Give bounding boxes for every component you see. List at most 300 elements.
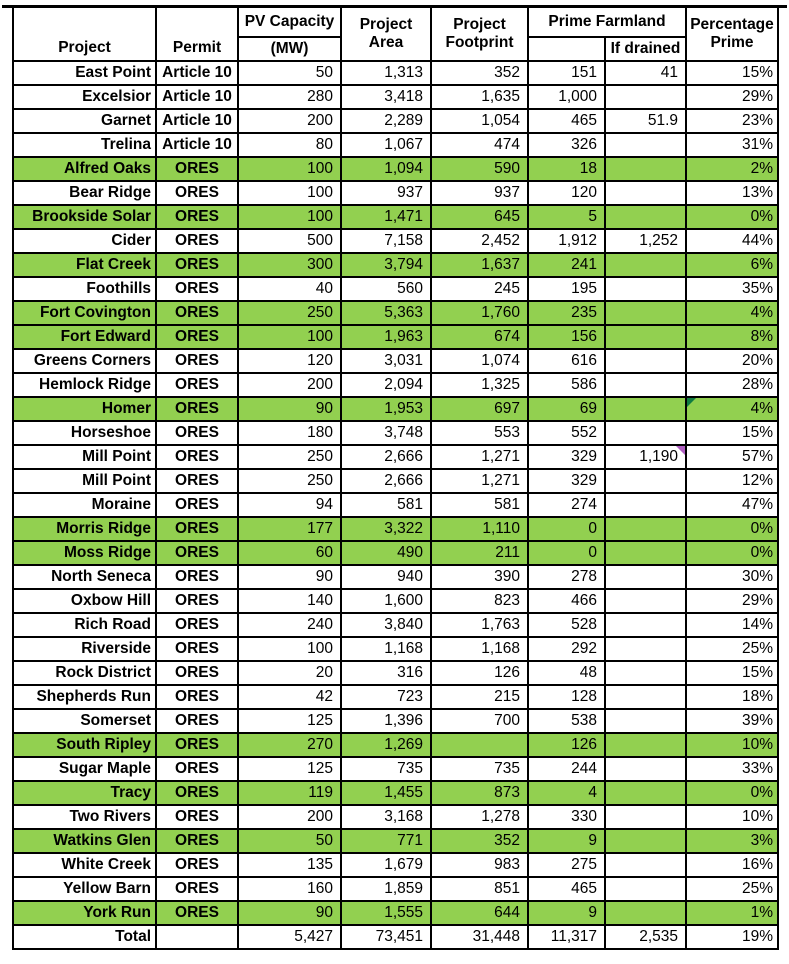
- prime-farmland-cell[interactable]: 120: [528, 181, 605, 205]
- prime-farmland-cell[interactable]: 330: [528, 805, 605, 829]
- if-drained-cell[interactable]: [605, 157, 686, 181]
- percentage-prime-cell[interactable]: 16%: [686, 853, 778, 877]
- header-percentage-prime[interactable]: [686, 7, 778, 61]
- prime-farmland-cell[interactable]: 528: [528, 613, 605, 637]
- pv-capacity-cell[interactable]: 500: [238, 229, 341, 253]
- project-footprint-cell[interactable]: 553: [431, 421, 528, 445]
- project-cell[interactable]: Cider: [13, 229, 156, 253]
- project-footprint-cell[interactable]: 1,635: [431, 85, 528, 109]
- project-area-cell[interactable]: 1,168: [341, 637, 431, 661]
- pv-capacity-cell[interactable]: 300: [238, 253, 341, 277]
- percentage-prime-cell[interactable]: 35%: [686, 277, 778, 301]
- prime-farmland-cell[interactable]: 241: [528, 253, 605, 277]
- percentage-prime-cell[interactable]: 25%: [686, 877, 778, 901]
- project-footprint-cell[interactable]: 1,271: [431, 445, 528, 469]
- permit-cell[interactable]: ORES: [156, 205, 238, 229]
- project-area-cell[interactable]: 2,666: [341, 469, 431, 493]
- percentage-prime-cell[interactable]: 2%: [686, 157, 778, 181]
- percentage-prime-cell[interactable]: 31%: [686, 133, 778, 157]
- project-area-cell[interactable]: 735: [341, 757, 431, 781]
- pv-capacity-cell[interactable]: 90: [238, 565, 341, 589]
- if-drained-cell[interactable]: [605, 853, 686, 877]
- pv-capacity-cell[interactable]: 60: [238, 541, 341, 565]
- if-drained-cell[interactable]: [605, 709, 686, 733]
- project-cell[interactable]: Trelina: [13, 133, 156, 157]
- if-drained-cell[interactable]: [605, 181, 686, 205]
- project-footprint-cell[interactable]: 735: [431, 757, 528, 781]
- percentage-prime-cell[interactable]: 15%: [686, 661, 778, 685]
- project-area-cell[interactable]: 1,396: [341, 709, 431, 733]
- prime-farmland-cell[interactable]: 244: [528, 757, 605, 781]
- pv-capacity-cell[interactable]: 125: [238, 709, 341, 733]
- project-area-cell[interactable]: 1,067: [341, 133, 431, 157]
- project-cell[interactable]: Morris Ridge: [13, 517, 156, 541]
- pv-capacity-cell[interactable]: 180: [238, 421, 341, 445]
- if-drained-cell[interactable]: [605, 205, 686, 229]
- if-drained-cell[interactable]: [605, 613, 686, 637]
- permit-cell[interactable]: ORES: [156, 349, 238, 373]
- pv-capacity-cell[interactable]: 119: [238, 781, 341, 805]
- project-cell[interactable]: Riverside: [13, 637, 156, 661]
- if-drained-cell[interactable]: [605, 373, 686, 397]
- prime-farmland-cell[interactable]: 1,000: [528, 85, 605, 109]
- prime-farmland-cell[interactable]: 278: [528, 565, 605, 589]
- prime-farmland-cell[interactable]: 128: [528, 685, 605, 709]
- header-mw[interactable]: (MW): [238, 37, 341, 61]
- permit-cell[interactable]: ORES: [156, 829, 238, 853]
- project-area-cell[interactable]: 1,600: [341, 589, 431, 613]
- if-drained-cell[interactable]: [605, 469, 686, 493]
- if-drained-cell[interactable]: [605, 805, 686, 829]
- pv-capacity-cell[interactable]: 125: [238, 757, 341, 781]
- prime-farmland-cell[interactable]: 1,912: [528, 229, 605, 253]
- pv-capacity-cell[interactable]: 200: [238, 805, 341, 829]
- project-footprint-cell[interactable]: 1,110: [431, 517, 528, 541]
- percentage-prime-cell[interactable]: 30%: [686, 565, 778, 589]
- if-drained-cell[interactable]: [605, 661, 686, 685]
- header-project[interactable]: Project: [13, 7, 156, 61]
- project-footprint-cell[interactable]: 983: [431, 853, 528, 877]
- project-footprint-cell[interactable]: 937: [431, 181, 528, 205]
- percentage-prime-cell[interactable]: 29%: [686, 589, 778, 613]
- prime-farmland-cell[interactable]: 126: [528, 733, 605, 757]
- project-footprint-cell[interactable]: 211: [431, 541, 528, 565]
- project-cell[interactable]: Yellow Barn: [13, 877, 156, 901]
- if-drained-cell[interactable]: [605, 517, 686, 541]
- permit-cell[interactable]: ORES: [156, 181, 238, 205]
- permit-cell[interactable]: ORES: [156, 565, 238, 589]
- project-area-cell[interactable]: 1,269: [341, 733, 431, 757]
- if-drained-cell[interactable]: [605, 397, 686, 421]
- project-area-cell[interactable]: 1,679: [341, 853, 431, 877]
- percentage-prime-cell[interactable]: 10%: [686, 805, 778, 829]
- pv-capacity-cell[interactable]: 42: [238, 685, 341, 709]
- permit-cell[interactable]: ORES: [156, 373, 238, 397]
- if-drained-cell[interactable]: [605, 85, 686, 109]
- project-cell[interactable]: Shepherds Run: [13, 685, 156, 709]
- permit-cell[interactable]: ORES: [156, 469, 238, 493]
- project-cell[interactable]: Hemlock Ridge: [13, 373, 156, 397]
- permit-cell[interactable]: ORES: [156, 901, 238, 925]
- pv-capacity-cell[interactable]: 177: [238, 517, 341, 541]
- project-footprint-cell[interactable]: 590: [431, 157, 528, 181]
- project-footprint-cell[interactable]: 215: [431, 685, 528, 709]
- project-area-cell[interactable]: 316: [341, 661, 431, 685]
- project-cell[interactable]: North Seneca: [13, 565, 156, 589]
- prime-farmland-cell[interactable]: 48: [528, 661, 605, 685]
- project-area-cell[interactable]: 937: [341, 181, 431, 205]
- pv-capacity-cell[interactable]: 200: [238, 373, 341, 397]
- project-area-cell[interactable]: 560: [341, 277, 431, 301]
- header-prime-farmland-blank[interactable]: [528, 37, 605, 61]
- project-cell[interactable]: Rich Road: [13, 613, 156, 637]
- project-footprint-cell[interactable]: 700: [431, 709, 528, 733]
- project-cell[interactable]: Greens Corners: [13, 349, 156, 373]
- pv-capacity-cell[interactable]: 280: [238, 85, 341, 109]
- prime-farmland-cell[interactable]: 151: [528, 61, 605, 85]
- permit-cell[interactable]: ORES: [156, 229, 238, 253]
- project-footprint-cell[interactable]: 1,278: [431, 805, 528, 829]
- project-footprint-cell[interactable]: 823: [431, 589, 528, 613]
- project-footprint-cell[interactable]: 352: [431, 61, 528, 85]
- if-drained-cell[interactable]: [605, 781, 686, 805]
- project-cell[interactable]: Horseshoe: [13, 421, 156, 445]
- percentage-prime-cell[interactable]: 44%: [686, 229, 778, 253]
- project-cell[interactable]: South Ripley: [13, 733, 156, 757]
- percentage-prime-cell[interactable]: 3%: [686, 829, 778, 853]
- project-area-cell[interactable]: 1,313: [341, 61, 431, 85]
- if-drained-cell[interactable]: [605, 901, 686, 925]
- prime-farmland-cell[interactable]: 616: [528, 349, 605, 373]
- project-footprint-cell[interactable]: 31,448: [431, 925, 528, 949]
- percentage-prime-cell[interactable]: 25%: [686, 637, 778, 661]
- project-area-cell[interactable]: 490: [341, 541, 431, 565]
- project-footprint-cell[interactable]: 1,271: [431, 469, 528, 493]
- project-area-cell[interactable]: 1,953: [341, 397, 431, 421]
- project-footprint-cell[interactable]: 1,325: [431, 373, 528, 397]
- pv-capacity-cell[interactable]: 90: [238, 901, 341, 925]
- header-project-area[interactable]: [341, 7, 431, 61]
- percentage-prime-cell[interactable]: 13%: [686, 181, 778, 205]
- percentage-prime-cell[interactable]: 0%: [686, 517, 778, 541]
- if-drained-cell[interactable]: [605, 733, 686, 757]
- project-area-cell[interactable]: 3,322: [341, 517, 431, 541]
- pv-capacity-cell[interactable]: 50: [238, 829, 341, 853]
- project-cell[interactable]: Fort Covington: [13, 301, 156, 325]
- project-footprint-cell[interactable]: 126: [431, 661, 528, 685]
- pv-capacity-cell[interactable]: 94: [238, 493, 341, 517]
- project-cell[interactable]: Mill Point: [13, 445, 156, 469]
- project-area-cell[interactable]: 3,418: [341, 85, 431, 109]
- prime-farmland-cell[interactable]: 235: [528, 301, 605, 325]
- percentage-prime-cell[interactable]: 20%: [686, 349, 778, 373]
- project-cell[interactable]: Alfred Oaks: [13, 157, 156, 181]
- percentage-prime-cell[interactable]: 39%: [686, 709, 778, 733]
- percentage-prime-cell[interactable]: 6%: [686, 253, 778, 277]
- pv-capacity-cell[interactable]: 5,427: [238, 925, 341, 949]
- permit-cell[interactable]: ORES: [156, 757, 238, 781]
- project-area-cell[interactable]: 1,963: [341, 325, 431, 349]
- if-drained-cell[interactable]: [605, 493, 686, 517]
- project-footprint-cell[interactable]: 873: [431, 781, 528, 805]
- if-drained-cell[interactable]: [605, 325, 686, 349]
- percentage-prime-cell[interactable]: 57%: [686, 445, 778, 469]
- prime-farmland-cell[interactable]: 275: [528, 853, 605, 877]
- project-cell[interactable]: White Creek: [13, 853, 156, 877]
- pv-capacity-cell[interactable]: 100: [238, 325, 341, 349]
- pv-capacity-cell[interactable]: 120: [238, 349, 341, 373]
- prime-farmland-cell[interactable]: 326: [528, 133, 605, 157]
- pv-capacity-cell[interactable]: 250: [238, 445, 341, 469]
- percentage-prime-cell[interactable]: 0%: [686, 541, 778, 565]
- permit-cell[interactable]: ORES: [156, 733, 238, 757]
- pv-capacity-cell[interactable]: 160: [238, 877, 341, 901]
- prime-farmland-cell[interactable]: 329: [528, 469, 605, 493]
- project-area-cell[interactable]: 2,289: [341, 109, 431, 133]
- project-footprint-cell[interactable]: 1,763: [431, 613, 528, 637]
- if-drained-cell[interactable]: [605, 277, 686, 301]
- project-area-cell[interactable]: 723: [341, 685, 431, 709]
- permit-cell[interactable]: [156, 925, 238, 949]
- pv-capacity-cell[interactable]: 240: [238, 613, 341, 637]
- project-cell[interactable]: Moraine: [13, 493, 156, 517]
- permit-cell[interactable]: ORES: [156, 709, 238, 733]
- project-footprint-cell[interactable]: 645: [431, 205, 528, 229]
- percentage-prime-cell[interactable]: 0%: [686, 205, 778, 229]
- project-footprint-cell[interactable]: 1,168: [431, 637, 528, 661]
- prime-farmland-cell[interactable]: 11,317: [528, 925, 605, 949]
- project-cell[interactable]: York Run: [13, 901, 156, 925]
- pv-capacity-cell[interactable]: 100: [238, 637, 341, 661]
- pv-capacity-cell[interactable]: 140: [238, 589, 341, 613]
- percentage-prime-cell[interactable]: 33%: [686, 757, 778, 781]
- project-area-cell[interactable]: 1,859: [341, 877, 431, 901]
- permit-cell[interactable]: ORES: [156, 661, 238, 685]
- permit-cell[interactable]: ORES: [156, 253, 238, 277]
- project-area-cell[interactable]: 3,794: [341, 253, 431, 277]
- if-drained-cell[interactable]: [605, 133, 686, 157]
- percentage-prime-cell[interactable]: 15%: [686, 61, 778, 85]
- project-cell[interactable]: Garnet: [13, 109, 156, 133]
- permit-cell[interactable]: ORES: [156, 613, 238, 637]
- project-footprint-cell[interactable]: 581: [431, 493, 528, 517]
- if-drained-cell[interactable]: 1,252: [605, 229, 686, 253]
- permit-cell[interactable]: ORES: [156, 805, 238, 829]
- project-footprint-cell[interactable]: 474: [431, 133, 528, 157]
- prime-farmland-cell[interactable]: 69: [528, 397, 605, 421]
- prime-farmland-cell[interactable]: 586: [528, 373, 605, 397]
- project-footprint-cell[interactable]: 1,637: [431, 253, 528, 277]
- project-area-cell[interactable]: 2,094: [341, 373, 431, 397]
- prime-farmland-cell[interactable]: 195: [528, 277, 605, 301]
- percentage-prime-cell[interactable]: 23%: [686, 109, 778, 133]
- project-footprint-cell[interactable]: 245: [431, 277, 528, 301]
- permit-cell[interactable]: ORES: [156, 541, 238, 565]
- permit-cell[interactable]: ORES: [156, 301, 238, 325]
- pv-capacity-cell[interactable]: 200: [238, 109, 341, 133]
- project-area-cell[interactable]: 1,455: [341, 781, 431, 805]
- permit-cell[interactable]: ORES: [156, 325, 238, 349]
- permit-cell[interactable]: ORES: [156, 397, 238, 421]
- if-drained-cell[interactable]: [605, 301, 686, 325]
- percentage-prime-cell[interactable]: 8%: [686, 325, 778, 349]
- percentage-prime-cell[interactable]: 1%: [686, 901, 778, 925]
- project-cell[interactable]: Sugar Maple: [13, 757, 156, 781]
- header-prime-farmland[interactable]: Prime Farmland: [528, 7, 686, 37]
- project-cell[interactable]: Oxbow Hill: [13, 589, 156, 613]
- project-area-cell[interactable]: 3,031: [341, 349, 431, 373]
- pv-capacity-cell[interactable]: 90: [238, 397, 341, 421]
- pv-capacity-cell[interactable]: 100: [238, 181, 341, 205]
- permit-cell[interactable]: ORES: [156, 517, 238, 541]
- percentage-prime-cell[interactable]: 4%: [686, 301, 778, 325]
- permit-cell[interactable]: Article 10: [156, 109, 238, 133]
- prime-farmland-cell[interactable]: 5: [528, 205, 605, 229]
- prime-farmland-cell[interactable]: 552: [528, 421, 605, 445]
- project-cell[interactable]: Tracy: [13, 781, 156, 805]
- percentage-prime-cell[interactable]: 29%: [686, 85, 778, 109]
- project-cell[interactable]: Rock District: [13, 661, 156, 685]
- percentage-prime-cell[interactable]: 28%: [686, 373, 778, 397]
- project-cell[interactable]: Homer: [13, 397, 156, 421]
- header-permit[interactable]: Permit: [156, 7, 238, 61]
- if-drained-cell[interactable]: [605, 637, 686, 661]
- project-footprint-cell[interactable]: 851: [431, 877, 528, 901]
- project-cell[interactable]: Mill Point: [13, 469, 156, 493]
- project-area-cell[interactable]: 5,363: [341, 301, 431, 325]
- project-footprint-cell[interactable]: 352: [431, 829, 528, 853]
- if-drained-cell[interactable]: [605, 757, 686, 781]
- pv-capacity-cell[interactable]: 40: [238, 277, 341, 301]
- project-footprint-cell[interactable]: 2,452: [431, 229, 528, 253]
- prime-farmland-cell[interactable]: 9: [528, 829, 605, 853]
- percentage-prime-cell[interactable]: 15%: [686, 421, 778, 445]
- project-cell[interactable]: Moss Ridge: [13, 541, 156, 565]
- project-footprint-cell[interactable]: 674: [431, 325, 528, 349]
- percentage-prime-cell[interactable]: 4%: [686, 397, 778, 421]
- project-area-cell[interactable]: 3,840: [341, 613, 431, 637]
- prime-farmland-cell[interactable]: 274: [528, 493, 605, 517]
- header-if-drained[interactable]: If drained: [605, 37, 686, 61]
- project-footprint-cell[interactable]: 1,760: [431, 301, 528, 325]
- header-project-footprint[interactable]: [431, 7, 528, 61]
- if-drained-cell[interactable]: [605, 565, 686, 589]
- permit-cell[interactable]: ORES: [156, 589, 238, 613]
- prime-farmland-cell[interactable]: 538: [528, 709, 605, 733]
- prime-farmland-cell[interactable]: 18: [528, 157, 605, 181]
- prime-farmland-cell[interactable]: 0: [528, 541, 605, 565]
- percentage-prime-cell[interactable]: 12%: [686, 469, 778, 493]
- project-area-cell[interactable]: 1,555: [341, 901, 431, 925]
- pv-capacity-cell[interactable]: 80: [238, 133, 341, 157]
- project-cell[interactable]: Bear Ridge: [13, 181, 156, 205]
- project-area-cell[interactable]: 2,666: [341, 445, 431, 469]
- percentage-prime-cell[interactable]: 14%: [686, 613, 778, 637]
- if-drained-cell[interactable]: [605, 349, 686, 373]
- prime-farmland-cell[interactable]: 156: [528, 325, 605, 349]
- permit-cell[interactable]: ORES: [156, 421, 238, 445]
- if-drained-cell[interactable]: 51.9: [605, 109, 686, 133]
- project-area-cell[interactable]: 581: [341, 493, 431, 517]
- if-drained-cell[interactable]: [605, 589, 686, 613]
- project-cell[interactable]: Brookside Solar: [13, 205, 156, 229]
- project-area-cell[interactable]: 7,158: [341, 229, 431, 253]
- permit-cell[interactable]: Article 10: [156, 133, 238, 157]
- project-cell[interactable]: East Point: [13, 61, 156, 85]
- if-drained-cell[interactable]: [605, 421, 686, 445]
- permit-cell[interactable]: ORES: [156, 445, 238, 469]
- if-drained-cell[interactable]: [605, 253, 686, 277]
- project-area-cell[interactable]: 940: [341, 565, 431, 589]
- project-cell[interactable]: Somerset: [13, 709, 156, 733]
- permit-cell[interactable]: ORES: [156, 685, 238, 709]
- prime-farmland-cell[interactable]: 465: [528, 877, 605, 901]
- pv-capacity-cell[interactable]: 135: [238, 853, 341, 877]
- pv-capacity-cell[interactable]: 250: [238, 469, 341, 493]
- project-cell[interactable]: Total: [13, 925, 156, 949]
- if-drained-cell[interactable]: [605, 685, 686, 709]
- project-cell[interactable]: Excelsior: [13, 85, 156, 109]
- permit-cell[interactable]: Article 10: [156, 61, 238, 85]
- project-cell[interactable]: Watkins Glen: [13, 829, 156, 853]
- permit-cell[interactable]: ORES: [156, 493, 238, 517]
- project-footprint-cell[interactable]: 390: [431, 565, 528, 589]
- project-cell[interactable]: Foothills: [13, 277, 156, 301]
- header-pv-capacity[interactable]: PV Capacity: [238, 7, 341, 37]
- project-area-cell[interactable]: 3,748: [341, 421, 431, 445]
- percentage-prime-cell[interactable]: 10%: [686, 733, 778, 757]
- pv-capacity-cell[interactable]: 100: [238, 205, 341, 229]
- project-area-cell[interactable]: 73,451: [341, 925, 431, 949]
- project-cell[interactable]: Two Rivers: [13, 805, 156, 829]
- pv-capacity-cell[interactable]: 270: [238, 733, 341, 757]
- percentage-prime-cell[interactable]: 19%: [686, 925, 778, 949]
- prime-farmland-cell[interactable]: 466: [528, 589, 605, 613]
- if-drained-cell[interactable]: 41: [605, 61, 686, 85]
- percentage-prime-cell[interactable]: 47%: [686, 493, 778, 517]
- permit-cell[interactable]: ORES: [156, 637, 238, 661]
- prime-farmland-cell[interactable]: 4: [528, 781, 605, 805]
- if-drained-cell[interactable]: 1,190: [605, 445, 686, 469]
- project-footprint-cell[interactable]: 1,074: [431, 349, 528, 373]
- permit-cell[interactable]: ORES: [156, 277, 238, 301]
- if-drained-cell[interactable]: [605, 877, 686, 901]
- pv-capacity-cell[interactable]: 20: [238, 661, 341, 685]
- permit-cell[interactable]: Article 10: [156, 85, 238, 109]
- project-area-cell[interactable]: 1,471: [341, 205, 431, 229]
- percentage-prime-cell[interactable]: 18%: [686, 685, 778, 709]
- permit-cell[interactable]: ORES: [156, 877, 238, 901]
- prime-farmland-cell[interactable]: 292: [528, 637, 605, 661]
- project-footprint-cell[interactable]: 1,054: [431, 109, 528, 133]
- project-area-cell[interactable]: 1,094: [341, 157, 431, 181]
- if-drained-cell[interactable]: [605, 541, 686, 565]
- prime-farmland-cell[interactable]: 465: [528, 109, 605, 133]
- project-area-cell[interactable]: 771: [341, 829, 431, 853]
- percentage-prime-cell[interactable]: 0%: [686, 781, 778, 805]
- project-footprint-cell[interactable]: 697: [431, 397, 528, 421]
- permit-cell[interactable]: ORES: [156, 157, 238, 181]
- project-cell[interactable]: Flat Creek: [13, 253, 156, 277]
- prime-farmland-cell[interactable]: 329: [528, 445, 605, 469]
- permit-cell[interactable]: ORES: [156, 781, 238, 805]
- prime-farmland-cell[interactable]: 9: [528, 901, 605, 925]
- project-footprint-cell[interactable]: [431, 733, 528, 757]
- project-footprint-cell[interactable]: 644: [431, 901, 528, 925]
- pv-capacity-cell[interactable]: 250: [238, 301, 341, 325]
- if-drained-cell[interactable]: [605, 829, 686, 853]
- if-drained-cell[interactable]: 2,535: [605, 925, 686, 949]
